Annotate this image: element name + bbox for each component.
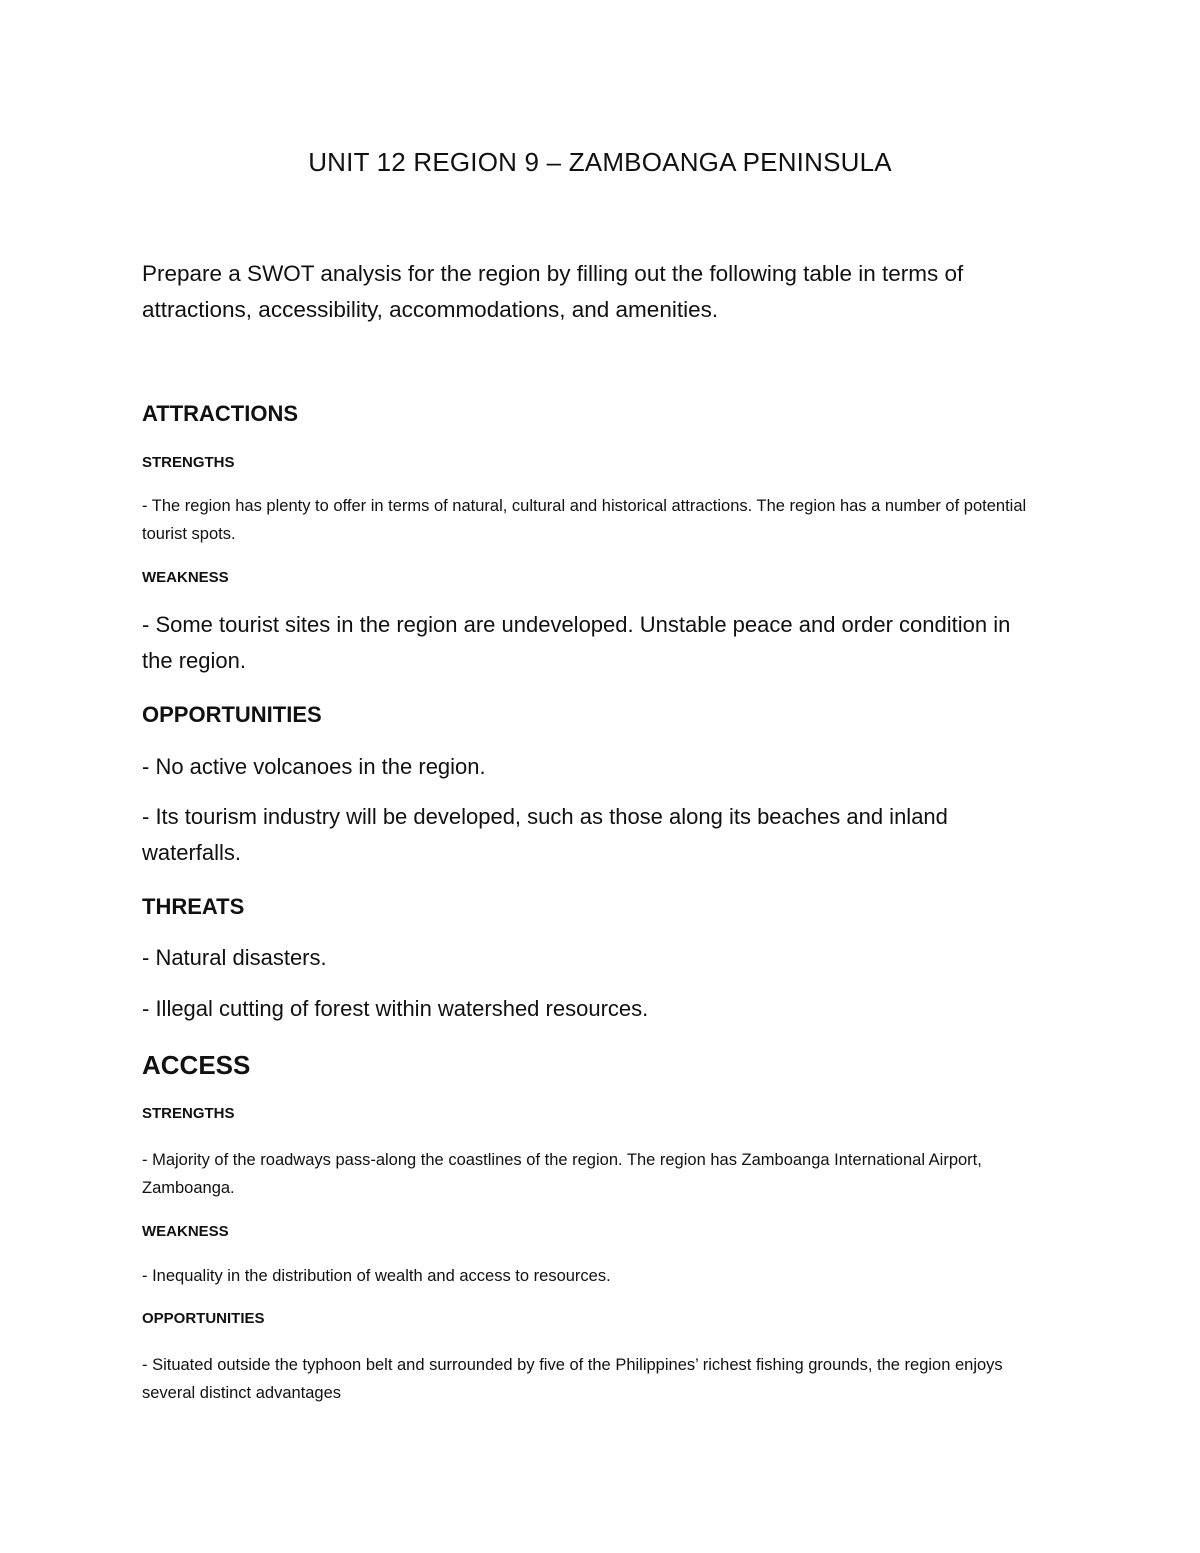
page-title: UNIT 12 REGION 9 – ZAMBOANGA PENINSULA [308,147,892,177]
access-weakness-text: - Inequality in the distribution of wealth and access to resources. [142,1267,611,1285]
access-weakness-label: WEAKNESS [142,1223,229,1240]
access-heading: ACCESS [142,1050,251,1080]
attractions-weakness-text: - Some tourist sites in the region are undeveloped. Unstable peace and order condition in the region. [142,612,1011,673]
intro-paragraph: Prepare a SWOT analysis for the region by filling out the following table in terms of attractions, accessibility, accommodations, and amenities. [142,261,964,322]
attractions-threat-item: - Illegal cutting of forest within watershed resources. [142,996,649,1021]
attractions-opportunity-item: - No active volcanoes in the region. [142,754,486,779]
attractions-weakness-label: WEAKNESS [142,569,229,586]
access-opportunities-label: OPPORTUNITIES [142,1310,265,1327]
attractions-heading: ATTRACTIONS [142,401,299,426]
access-strengths-text: - Majority of the roadways pass-along the coastlines of the region. The region has Zamboanga International Airport, Zamboanga. [142,1151,982,1197]
attractions-threat-item: - Natural disasters. [142,945,327,970]
attractions-strengths-text: - The region has plenty to offer in terms of natural, cultural and historical attractions. The region has a number of potential tourist spots. [142,497,1027,543]
attractions-opportunities-label: OPPORTUNITIES [142,702,322,727]
attractions-opportunity-item: - Its tourism industry will be developed, such as those along its beaches and inland waterfalls. [142,804,948,865]
access-strengths-label: STRENGTHS [142,1105,235,1122]
attractions-strengths-label: STRENGTHS [142,454,235,471]
attractions-threats-label: THREATS [142,894,245,919]
access-opportunities-text: - Situated outside the typhoon belt and surrounded by five of the Philippines’ richest fishing grounds, the region enjoys several distinct advantages [142,1356,1003,1402]
